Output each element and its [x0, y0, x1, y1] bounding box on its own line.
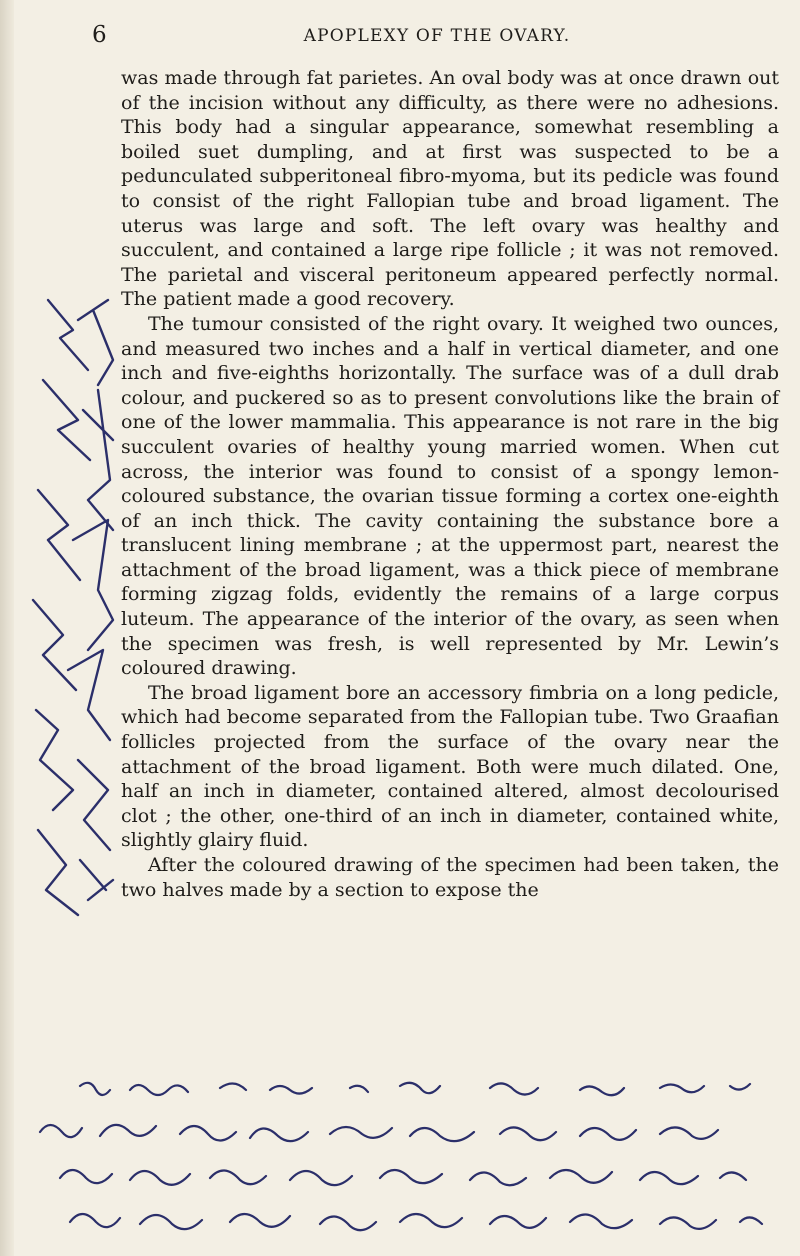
paragraph: was made through fat parietes. An oval body was at once drawn out of the incision without any difficulty, as there were no adhesions. This body had a singular appearance, somewhat resembling a boiled suet dumpling, and at first was suspected to be a pedunculated subperitoneal fibro-myoma, but its pedicle was found to consist of the right Fallopian tube and broad ligament. The uterus was large and soft. The left ovary was healthy and succulent, and contained a large ripe follicle ; it was not removed. The parietal and visceral peritoneum appeared perfectly normal. The patient made a good recovery.: [121, 67, 779, 311]
page-header: [92, 22, 782, 52]
margin-handwritten-annotation: [18, 290, 118, 920]
paragraph: The tumour consisted of the right ovary. It weighed two ounces, and measured two inches and a half in vertical diameter, and one inch and five-eighths horizontally. The surface was of a dull drab colour, and puckered so as to present convolutions like the brain of one of the lower mammalia. This appearance is not rare in the big succulent ovaries of healthy young married women. When cut across, the interior was found to consist of a spongy lemon-coloured substance, the ovarian tissue forming a cortex one-eighth of an inch thick. The cavity containing the substance bore a translucent lining membrane ; at the uppermost part, nearest the attachment of the broad ligament, was a thick piece of membrane forming zigzag folds, evidently the remains of a large corpus luteum. The appearance of the interior of the ovary, as seen when the specimen was fresh, is well represented by Mr. Lewin’s coloured drawing.: [121, 312, 779, 680]
page-number: 6: [92, 22, 107, 48]
page-gutter: [0, 0, 14, 1256]
running-title: APOPLEXY OF THE OVARY.: [303, 26, 571, 46]
paragraph: After the coloured drawing of the specimen had been taken, the two halves made by a section to expose the: [121, 854, 779, 901]
paragraph: The broad ligament bore an accessory fimbria on a long pedicle, which had become separated from the Fallopian tube. Two Graafian follicles projected from the surface of the ovary near the attachment of the broad ligament. Both were much dilated. One, half an inch in diameter, contained altered, almost decolourised clot ; the other, one-third of an inch in diameter, contained white, slightly glairy fluid.: [121, 681, 779, 852]
body-text: [121, 66, 779, 902]
handwritten-note: [20, 1076, 790, 1252]
